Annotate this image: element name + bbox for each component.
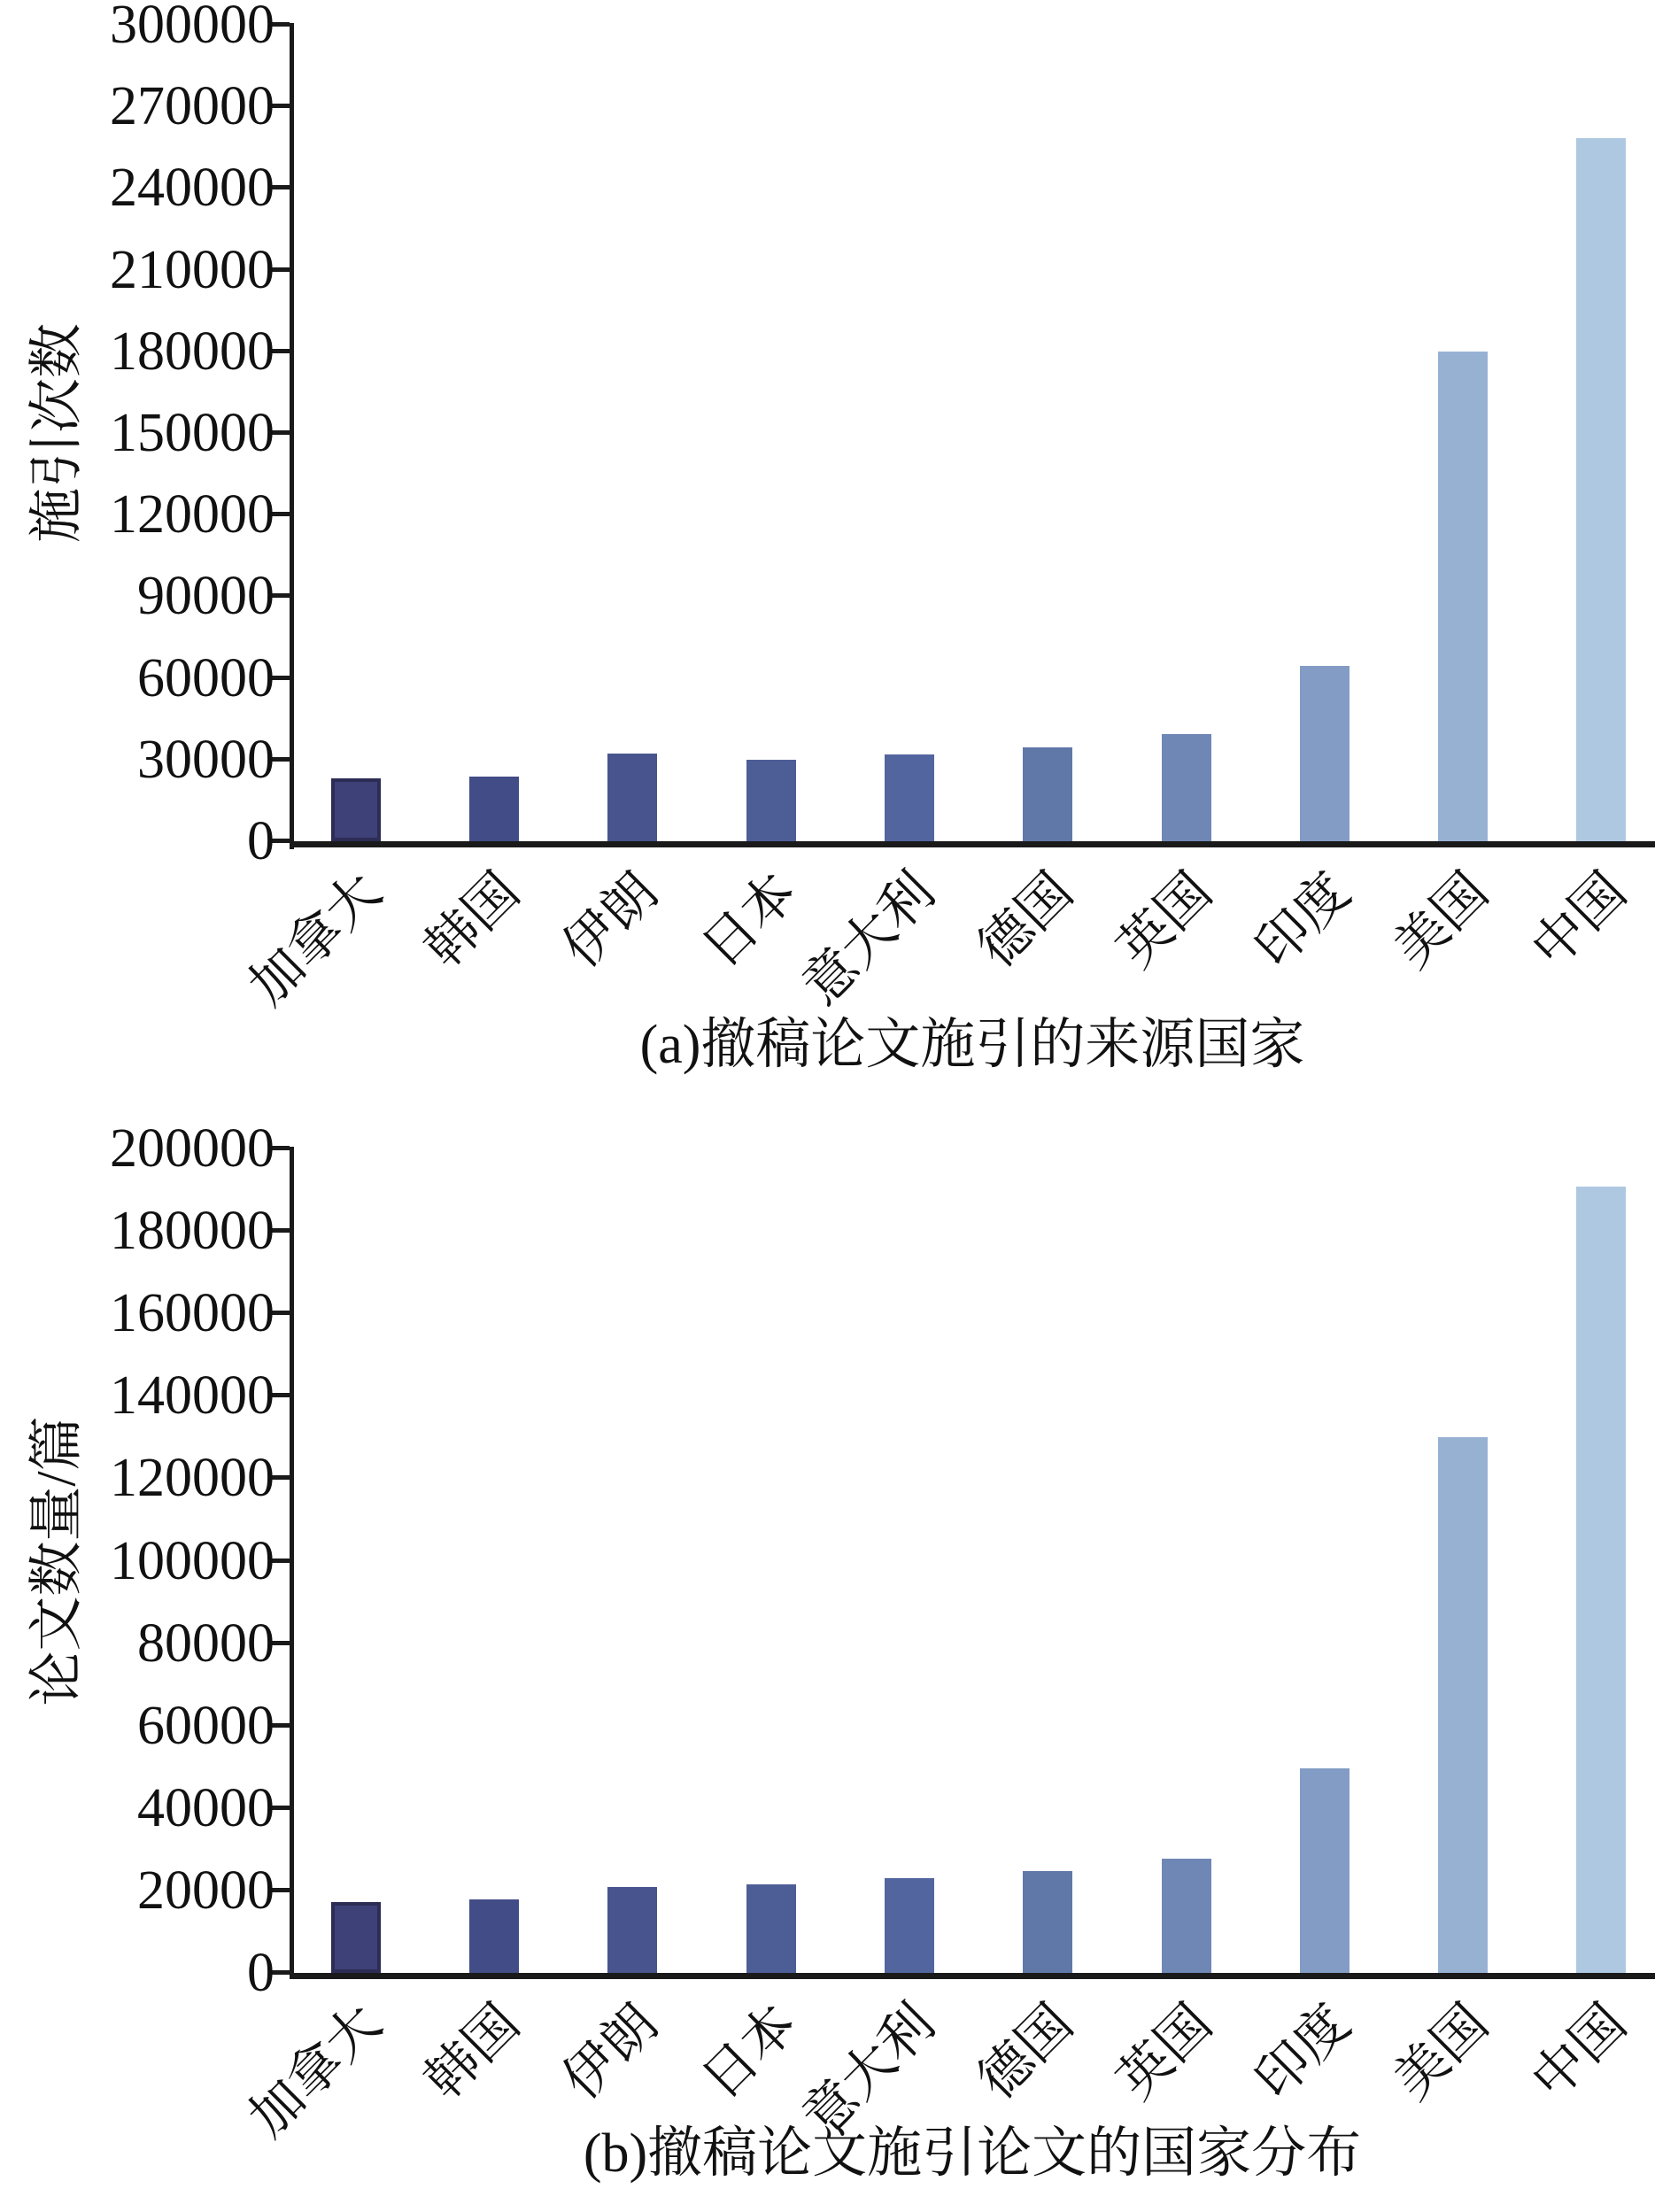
x-category-label: 德国 [967, 1993, 1084, 2110]
x-category-label: 韩国 [414, 862, 530, 978]
x-category-label: 日本 [691, 1993, 808, 2110]
y-tick-label: 0 [247, 811, 275, 871]
x-category-label: 加拿大 [238, 1993, 392, 2148]
y-tick-label: 180000 [110, 1201, 275, 1262]
y-tick-label: 180000 [110, 321, 275, 382]
y-tick-label: 200000 [110, 1118, 275, 1179]
y-tick-label: 150000 [110, 403, 275, 463]
y-tick-label: 90000 [137, 566, 275, 627]
x-category-label: 美国 [1382, 1993, 1499, 2110]
x-category-label: 印度 [1244, 862, 1361, 978]
y-tick-label: 80000 [137, 1613, 275, 1674]
x-category-label: 伊朗 [552, 862, 669, 978]
bar-伊朗 [607, 754, 657, 841]
x-category-label: 英国 [1106, 1993, 1223, 2110]
y-tick-label: 140000 [110, 1365, 275, 1427]
x-category-label: 意大利 [792, 862, 946, 1017]
chart-a-x-axis-line [290, 841, 1655, 847]
bar-日本 [746, 1884, 796, 1973]
chart-b-x-axis-line [290, 1973, 1655, 1979]
y-tick-label: 0 [247, 1943, 275, 2003]
x-category-label: 意大利 [792, 1993, 946, 2148]
y-tick-label: 210000 [110, 239, 275, 300]
y-tick-label: 100000 [110, 1530, 275, 1591]
x-category-label: 中国 [1520, 862, 1637, 978]
x-category-label: 加拿大 [238, 862, 392, 1017]
bar-意大利 [885, 1878, 934, 1973]
y-tick-label: 60000 [137, 1695, 275, 1756]
bar-日本 [746, 760, 796, 841]
chart-b-y-axis-line [290, 1147, 294, 1979]
y-tick-label: 40000 [137, 1777, 275, 1838]
bar-印度 [1300, 666, 1350, 841]
bar-英国 [1162, 734, 1211, 841]
y-tick-label: 120000 [110, 1448, 275, 1509]
bar-中国 [1576, 138, 1626, 841]
chart-a-y-axis-line [290, 23, 294, 849]
x-category-label: 伊朗 [552, 1993, 669, 2110]
bar-韩国 [469, 1899, 519, 1973]
y-tick-label: 160000 [110, 1283, 275, 1344]
bar-伊朗 [607, 1887, 657, 1973]
y-tick-label: 20000 [137, 1860, 275, 1921]
y-tick-label: 240000 [110, 158, 275, 219]
chart-b-y-axis-title: 论文数量/篇 [27, 1416, 88, 1706]
x-category-label: 中国 [1520, 1993, 1637, 2110]
bar-英国 [1162, 1859, 1211, 1973]
y-tick-label: 60000 [137, 647, 275, 708]
bar-加拿大 [331, 778, 381, 841]
chart-b-caption: (b)撤稿论文施引论文的国家分布 [583, 2123, 1362, 2184]
bar-美国 [1438, 352, 1488, 841]
x-category-label: 德国 [967, 862, 1084, 978]
chart-a-caption: (a)撤稿论文施引的来源国家 [639, 1015, 1305, 1075]
x-category-label: 英国 [1106, 862, 1223, 978]
y-tick-label: 30000 [137, 729, 275, 790]
x-category-label: 美国 [1382, 862, 1499, 978]
x-category-label: 印度 [1244, 1993, 1361, 2110]
y-tick-label: 120000 [110, 484, 275, 545]
chart-a-y-axis-title: 施引次数 [27, 322, 88, 544]
x-category-label: 日本 [691, 862, 808, 978]
bar-德国 [1023, 747, 1072, 841]
bar-加拿大 [331, 1902, 381, 1973]
x-category-label: 韩国 [414, 1993, 530, 2110]
bar-中国 [1576, 1187, 1626, 1973]
bar-印度 [1300, 1768, 1350, 1973]
bar-美国 [1438, 1437, 1488, 1973]
bar-意大利 [885, 754, 934, 841]
bar-韩国 [469, 777, 519, 841]
bar-德国 [1023, 1871, 1072, 1973]
y-tick-label: 270000 [110, 76, 275, 137]
y-tick-label: 300000 [110, 0, 275, 55]
